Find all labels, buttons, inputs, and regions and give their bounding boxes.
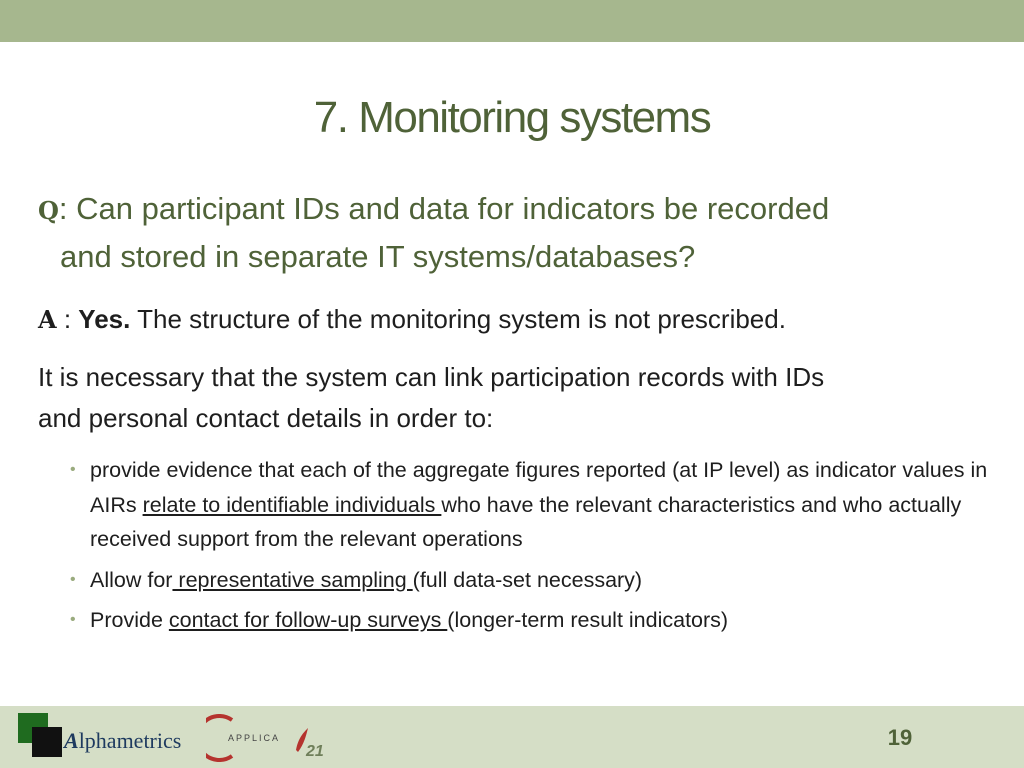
alphametrics-initial: A xyxy=(64,728,79,753)
question-line-1: Can participant IDs and data for indicators be recorded xyxy=(67,191,830,226)
intro-line-1: It is necessary that the system can link participation records with IDs xyxy=(38,362,825,392)
answer-body: The structure of the monitoring system is not prescribed. xyxy=(130,304,786,334)
bullet-list xyxy=(70,453,990,644)
applica-logo xyxy=(206,714,336,762)
bullet-text: (longer-term result indicators) xyxy=(447,608,729,632)
bullet-item xyxy=(70,563,990,598)
question-line-2: and stored in separate IT systems/databases? xyxy=(60,239,696,274)
intro-paragraph xyxy=(38,357,998,439)
bullet-underlined-text: contact for follow-up surveys xyxy=(168,608,448,632)
bullet-text: Provide xyxy=(90,608,169,632)
bullet-item xyxy=(70,453,990,557)
answer-yes: Yes. xyxy=(78,304,131,334)
question-separator: : xyxy=(58,191,68,226)
bullet-dot: • xyxy=(70,461,76,478)
bullet-dot: • xyxy=(70,570,76,588)
page-number: 19 xyxy=(887,725,913,750)
alphametrics-rest: lphametrics xyxy=(78,728,182,753)
bullet-text: (full data-set necessary) xyxy=(412,567,643,592)
top-band xyxy=(0,0,1024,42)
bullet-text: who have the relevant characteristics and who actually received support from the relevant operations xyxy=(90,492,962,551)
applica-text: APPLICA xyxy=(228,733,281,743)
bullet-text: provide evidence that each of the aggregate figures reported (at IP level) as indicator values in AIRs xyxy=(90,458,988,517)
answer-separator: : xyxy=(56,304,79,334)
bullet-underlined-text: relate to identifiable individuals xyxy=(142,492,442,517)
intro-line-2: and personal contact details in order to: xyxy=(38,403,494,433)
logo-black-square xyxy=(32,727,62,757)
bullet-underlined-text: representative sampling xyxy=(172,567,413,592)
bullet-item xyxy=(70,603,990,638)
applica-number: 21 xyxy=(306,743,324,760)
bullet-text: Allow for xyxy=(90,567,173,592)
slide-title: 7. Monitoring systems xyxy=(313,93,711,142)
answer-letter: A xyxy=(38,305,57,334)
alphametrics-wordmark xyxy=(64,728,181,754)
question-text xyxy=(38,186,990,280)
alphametrics-logo-icon xyxy=(18,713,68,763)
question-letter: Q xyxy=(38,196,59,225)
answer-text xyxy=(38,298,990,341)
bullet-dot: • xyxy=(70,611,76,628)
